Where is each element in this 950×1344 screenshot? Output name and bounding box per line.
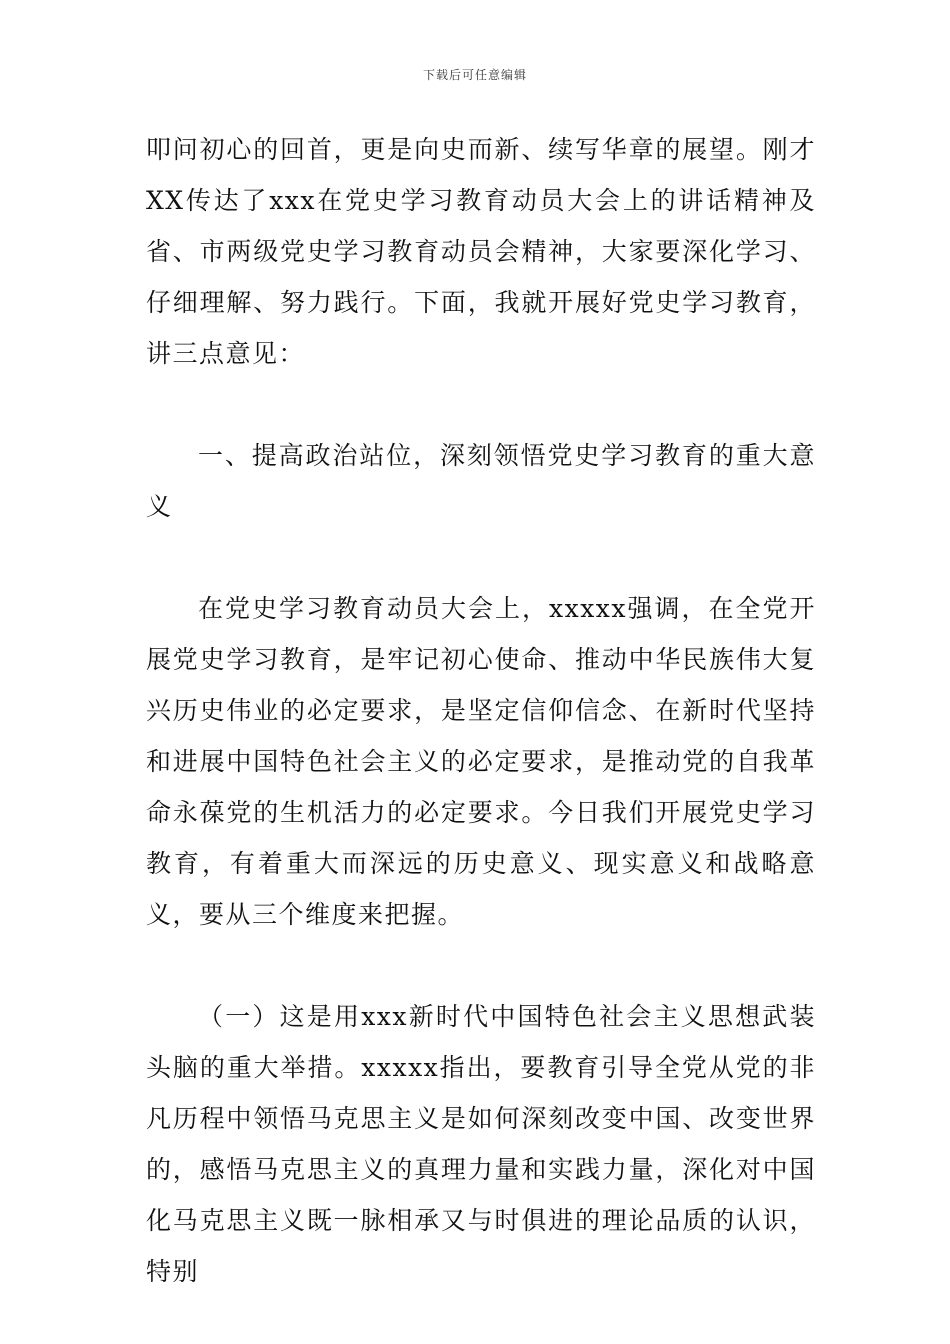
paragraph-subsection-1: （一）这是用xxx新时代中国特色社会主义思想武装头脑的重大举措。xxxxx指出，要教育引导全党从党的非凡历程中领悟马克思主义是如何深刻改变中国、改变世界的，感悟马克思主义的真理力量和实践力量，深化对中国化马克思主义既一脉相承又与时俱进的理论品质的认识，特别 [146,1002,816,1286]
document-body [146,124,816,1297]
page-header: 下载后可任意编辑 [422,68,527,82]
paragraph-section-1: 在党史学习教育动员大会上，xxxxx强调，在全党开展党史学习教育，是牢记初心使命、推动中华民族伟大复兴历史伟业的必定要求，是坚定信仰信念、在新时代坚持和进展中国特色社会主义的必定要求，是推动党的自我革命永葆党的生机活力的必定要求。今日我们开展党史学习教育，有着重大而深远的历史意义、现实意义和战略意义，要从三个维度来把握。 [146,594,816,929]
paragraph-intro: 叩问初心的回首，更是向史而新、续写华章的展望。刚才XX传达了xxx在党史学习教育动员大会上的讲话精神及省、市两级党史学习教育动员会精神，大家要深化学习、仔细理解、努力践行。下面，我就开展好党史学习教育，讲三点意见： [146,135,816,368]
section-heading-1: 一、提高政治站位，深刻领悟党史学习教育的重大意义 [146,441,816,521]
